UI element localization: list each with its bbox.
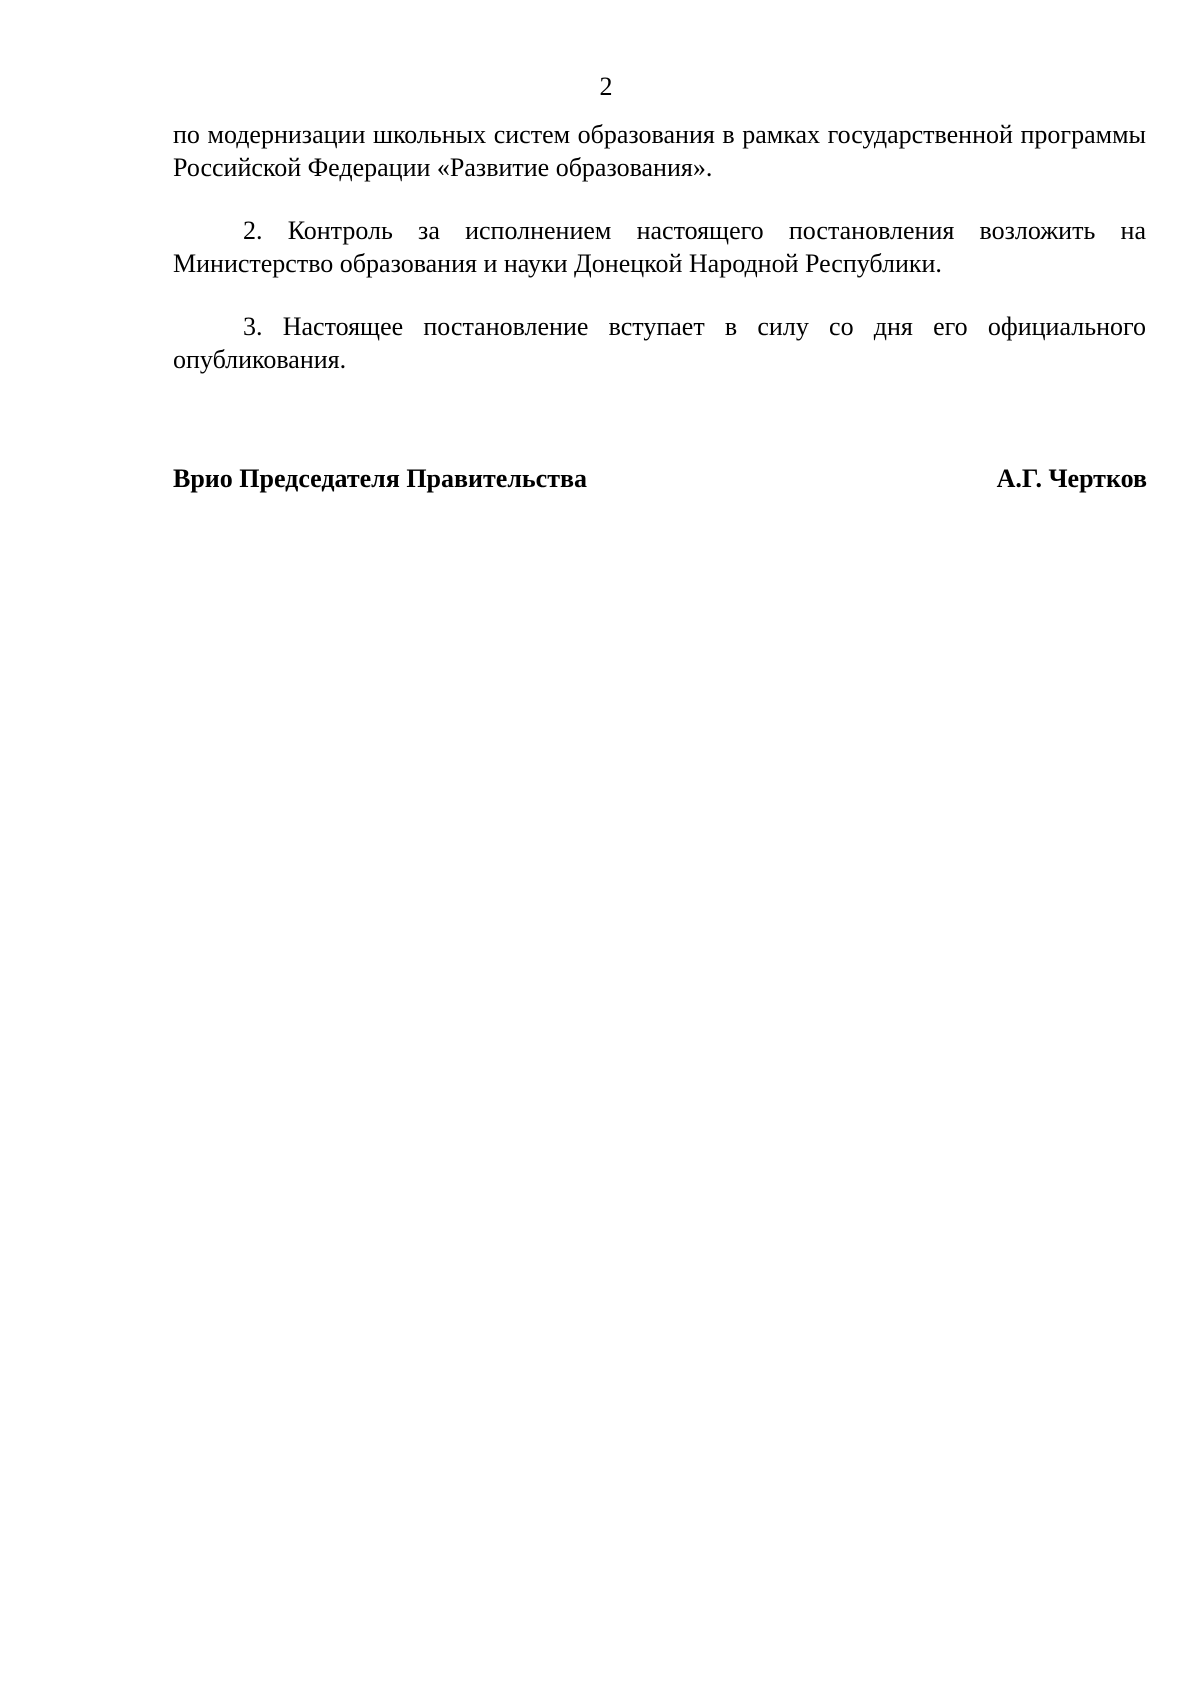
signatory-position: Врио Председателя Правительства [173, 464, 588, 493]
signatory-name: А.Г. Чертков [996, 464, 1147, 493]
document-body [173, 118, 1146, 376]
paragraph-2: 2. Контроль за исполнением настоящего постановления возложить на Министерство образования и науки Донецкой Народной Республики. [173, 216, 1146, 278]
paragraph-continuation: по модернизации школьных систем образования в рамках государственной программы Российской Федерации «Развитие образования». [173, 120, 1146, 182]
paragraph-3: 3. Настоящее постановление вступает в силу со дня его официального опубликования. [173, 312, 1146, 374]
signature-block [173, 462, 1147, 495]
page-number: 2 [599, 72, 613, 101]
